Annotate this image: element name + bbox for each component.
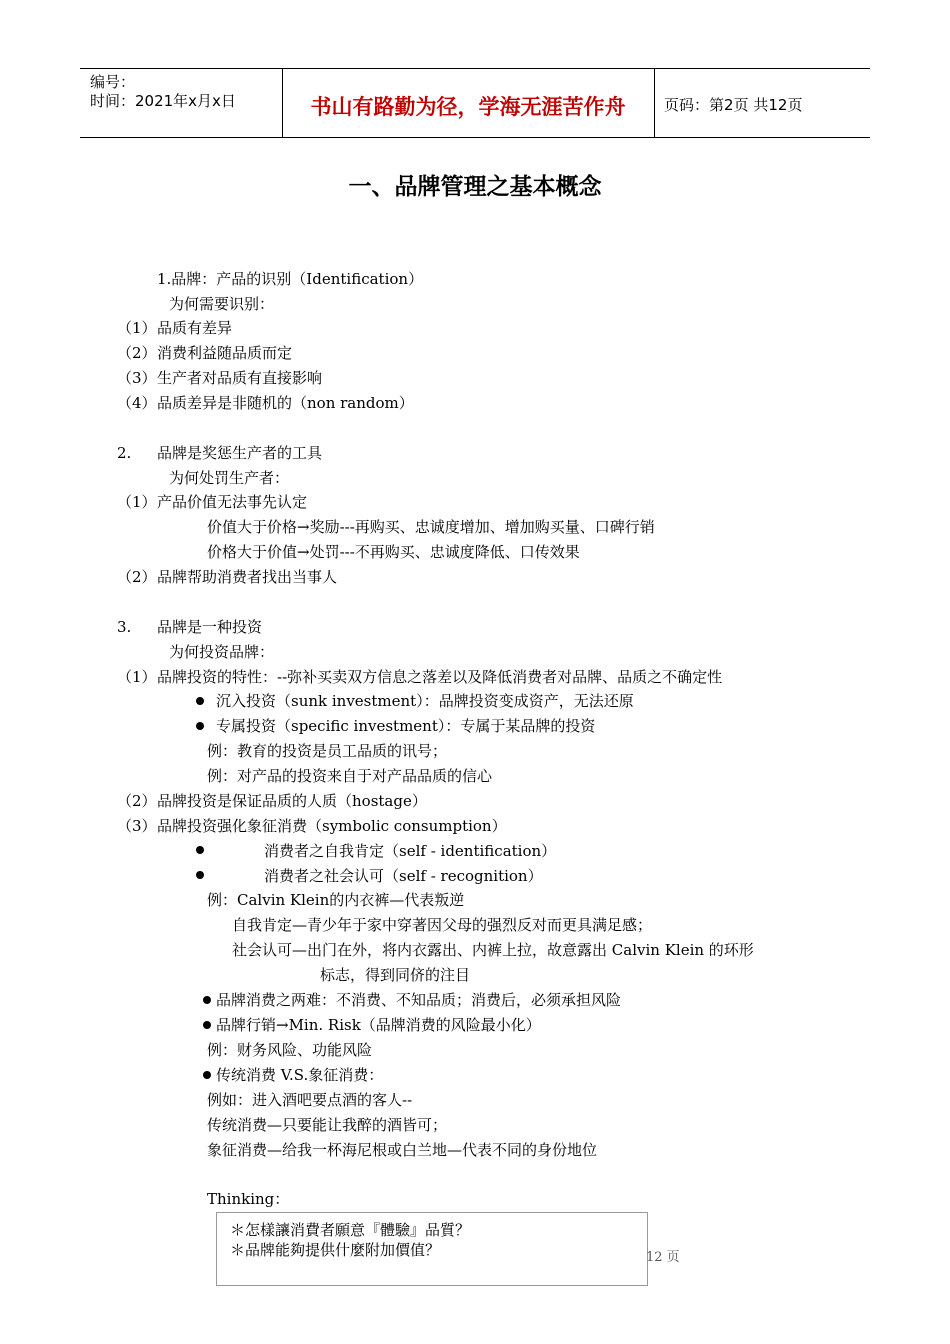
bullet-icon [196, 846, 204, 854]
bullet-icon [196, 871, 204, 879]
list-number: （2） [117, 344, 157, 362]
example-line: 传统消费—只要能让我醉的酒皆可； [207, 1116, 448, 1134]
section-title: 一、品牌管理之基本概念 [348, 174, 602, 200]
point-3-question: 为何投资品牌： [169, 643, 275, 661]
point-number: 3. [117, 618, 132, 636]
thinking-label: Thinking： [207, 1190, 290, 1208]
page-middle: 页 共 [733, 96, 769, 114]
page-prefix: 页码：第 [664, 96, 725, 114]
list-item: 品牌投资强化象征消费（symbolic consumption） [157, 817, 507, 835]
document-number-label: 编号： [90, 73, 136, 91]
list-item: 品质有差异 [157, 319, 233, 337]
example-detail: 社会认可—出门在外，将内衣露出、内裤上拉，故意露出 Calvin Klein 的环形 [232, 941, 754, 959]
page-current: 2 [724, 96, 734, 114]
list-number: （3） [117, 369, 157, 387]
document-date: 时间：2021年x月x日 [90, 92, 236, 110]
example-line: 例：对产品的投资来自于对产品品质的信心 [207, 767, 493, 785]
list-item: 产品价值无法事先认定 [157, 493, 308, 511]
example-detail: 标志，得到同侪的注目 [320, 966, 471, 984]
bullet-item: 消费者之自我肯定（self - identification） [264, 842, 557, 860]
list-number: （4） [117, 394, 157, 412]
list-item: 生产者对品质有直接影响 [157, 369, 323, 387]
thinking-question: ＊怎樣讓消費者願意『體驗』品質？ [230, 1221, 471, 1239]
list-number: （3） [117, 817, 157, 835]
bullet-icon [203, 996, 211, 1004]
example-line: 例：Calvin Klein的内衣裤—代表叛逆 [207, 891, 465, 909]
bullet-item: 品牌消费之两难：不消费、不知品质；消费后，必须承担风险 [216, 991, 622, 1009]
example-line: 例：财务风险、功能风险 [207, 1041, 373, 1059]
list-item: 品牌投资的特性：--弥补买卖双方信息之落差以及降低消费者对品牌、品质之不确定性 [157, 668, 723, 686]
thinking-box [216, 1212, 648, 1286]
page-footer: 12 页 [646, 1250, 680, 1265]
bullet-icon [203, 1071, 211, 1079]
list-item: 品牌投资是保证品质的人质（hostage） [157, 792, 427, 810]
list-item: 消费利益随品质而定 [157, 344, 293, 362]
bullet-item: 消费者之社会认可（self - recognition） [264, 867, 543, 885]
bullet-icon [196, 722, 204, 730]
list-number: （1） [117, 319, 157, 337]
example-line: 例如：进入酒吧要点酒的客人-- [207, 1091, 413, 1109]
bullet-item: 品牌行销→Min. Risk（品牌消费的风险最小化） [216, 1016, 541, 1034]
bullet-item: 沉入投资（sunk investment）：品牌投资变成资产，无法还原 [216, 692, 634, 710]
list-item: 品质差异是非随机的（non random） [157, 394, 414, 412]
point-1-question: 为何需要识别： [169, 295, 275, 313]
sub-item: 价值大于价格→奖励---再购买、忠诚度增加、增加购买量、口碑行销 [207, 518, 655, 536]
header-motto-cell [282, 69, 655, 137]
point-number: 2. [117, 444, 132, 462]
bullet-icon [203, 1021, 211, 1029]
page-total: 12 [768, 96, 788, 114]
point-1-heading: 1.品牌：产品的识别（Identification） [157, 270, 424, 288]
page-suffix: 页 [787, 96, 803, 114]
point-2-heading: 品牌是奖惩生产者的工具 [157, 444, 323, 462]
header-info-cell [80, 69, 283, 137]
list-number: （2） [117, 792, 157, 810]
thinking-question: ＊品牌能夠提供什麼附加價值？ [230, 1241, 441, 1259]
bullet-item: 传统消费 V.S.象征消费： [216, 1066, 384, 1084]
sub-item: 价格大于价值→处罚---不再购买、忠诚度降低、口传效果 [207, 543, 580, 561]
bullet-icon [196, 697, 204, 705]
example-detail: 自我肯定—青少年于家中穿著因父母的强烈反对而更具满足感； [232, 916, 653, 934]
page-header [80, 68, 870, 138]
header-motto: 书山有路勤为径，学海无涯苦作舟 [310, 95, 626, 119]
list-number: （1） [117, 668, 157, 686]
list-item: 品牌帮助消费者找出当事人 [157, 568, 338, 586]
point-3-heading: 品牌是一种投资 [157, 618, 263, 636]
page-indicator [664, 94, 802, 115]
example-line: 例：教育的投资是员工品质的讯号； [207, 742, 448, 760]
list-number: （2） [117, 568, 157, 586]
point-2-question: 为何处罚生产者： [169, 469, 290, 487]
list-number: （1） [117, 493, 157, 511]
bullet-item: 专属投资（specific investment）：专属于某品牌的投资 [216, 717, 596, 735]
example-line: 象征消费—给我一杯海尼根或白兰地—代表不同的身份地位 [207, 1141, 598, 1159]
